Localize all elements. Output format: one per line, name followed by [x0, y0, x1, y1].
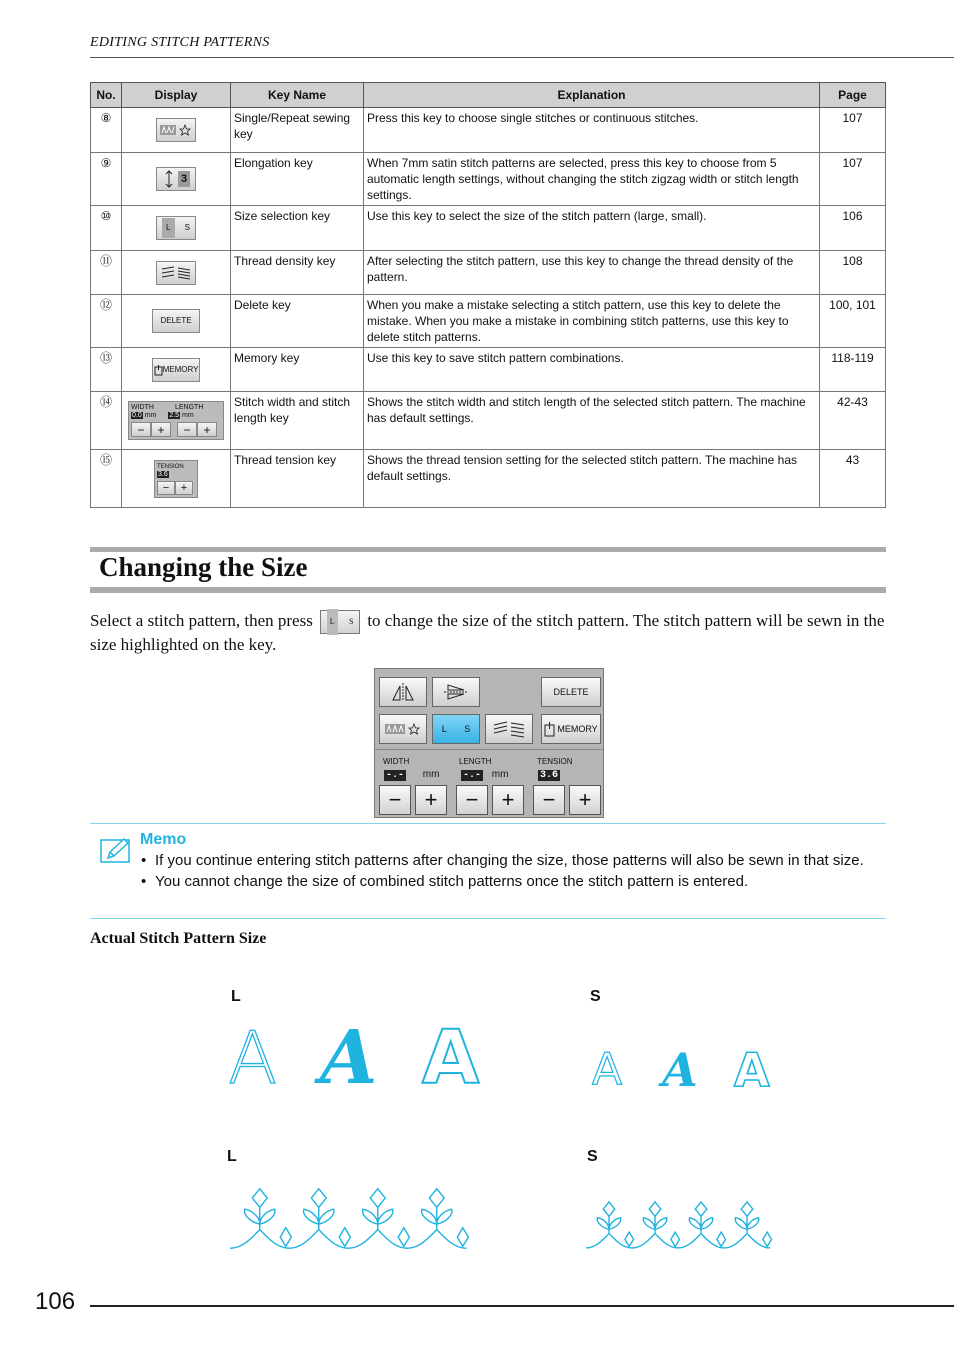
row-number: ⑨ — [91, 153, 122, 206]
key-name: Thread tension key — [231, 450, 364, 508]
memo-rule-top — [90, 823, 886, 824]
section-title: Changing the Size — [99, 552, 308, 582]
border-motif — [407, 1189, 468, 1249]
memory-key-icon — [152, 358, 200, 382]
row-number: ⑬ — [91, 348, 122, 392]
thread-density-icon — [491, 719, 527, 739]
border-motif — [586, 1202, 634, 1248]
explanation: After selecting the stitch pattern, use this key to change the thread density of the pattern. — [364, 251, 820, 295]
size-l-label: L — [162, 218, 174, 238]
single-repeat-button[interactable] — [379, 714, 427, 744]
thread-density-key-icon — [156, 261, 196, 285]
border-motif — [348, 1189, 409, 1249]
size-selection-key-inline — [320, 610, 360, 634]
tension-minus-button[interactable]: − — [533, 785, 565, 815]
body-paragraph — [90, 610, 886, 656]
minus-icon: − — [177, 422, 197, 437]
letter-a-plain-large: A — [228, 1016, 278, 1100]
width-label: WIDTH — [383, 757, 410, 766]
letter-a-script-small: A — [662, 1043, 698, 1097]
page-ref: 118-119 — [820, 348, 886, 392]
memo-title: Memo — [140, 831, 187, 848]
mirror-vertical-button[interactable] — [379, 677, 427, 707]
size-s-label: S — [348, 617, 354, 627]
elongation-value: 3 — [178, 171, 190, 187]
tension-readout — [538, 769, 560, 781]
table-row — [91, 295, 886, 348]
table-header-row — [91, 83, 886, 108]
body-text-before: Select a stitch pattern, then press — [90, 611, 313, 630]
key-name: Delete key — [231, 295, 364, 348]
memo-pencil-icon — [100, 836, 132, 864]
key-name: Stitch width and stitch length key — [231, 392, 364, 450]
tension-key-icon — [154, 460, 198, 498]
letter-a-plain-small: A — [592, 1044, 623, 1095]
actual-size-heading: Actual Stitch Pattern Size — [90, 930, 267, 947]
minus-icon: − — [131, 422, 151, 437]
key-name: Memory key — [231, 348, 364, 392]
delete-button[interactable]: DELETE — [541, 677, 601, 707]
page-ref: 43 — [820, 450, 886, 508]
plus-icon: + — [151, 422, 171, 437]
table-row — [91, 392, 886, 450]
length-minus-button[interactable]: − — [456, 785, 488, 815]
plus-icon: + — [197, 422, 217, 437]
tension-value: 3.6 — [540, 770, 559, 781]
length-unit: mm — [491, 769, 509, 780]
memory-icon — [544, 721, 555, 737]
width-minus-button[interactable]: − — [379, 785, 411, 815]
explanation: Shows the stitch width and stitch length of the selected stitch pattern. The machine has default settings. — [364, 392, 820, 450]
page-ref: 107 — [820, 153, 886, 206]
row-number: ⑪ — [91, 251, 122, 295]
border-motif — [289, 1189, 350, 1249]
mirror-horizontal-button[interactable] — [432, 677, 480, 707]
width-unit: mm — [422, 769, 440, 780]
row-number: ⑭ — [91, 392, 122, 450]
col-key-name: Key Name — [231, 83, 364, 108]
plus-icon: + — [175, 481, 193, 495]
single-repeat-icon — [383, 721, 423, 737]
border-motif — [678, 1202, 726, 1248]
key-table — [90, 82, 886, 508]
panel-divider — [375, 749, 603, 750]
border-motif — [230, 1189, 291, 1249]
body-text-after: to change the size of the stitch pattern. The stitch pattern will be sewn in the size highlighted on the key. — [90, 611, 885, 655]
border-motif — [632, 1202, 680, 1248]
table-row — [91, 153, 886, 206]
width-label: WIDTH — [131, 404, 154, 411]
memory-button[interactable] — [541, 714, 601, 744]
size-l-label: L — [441, 724, 447, 734]
page-ref: 100, 101 — [820, 295, 886, 348]
col-page: Page — [820, 83, 886, 108]
row-number: ⑫ — [91, 295, 122, 348]
elongation-key-icon — [156, 167, 196, 191]
width-length-key-icon — [128, 401, 224, 440]
page-ref: 42-43 — [820, 392, 886, 450]
explanation: Use this key to select the size of the stitch pattern (large, small). — [364, 206, 820, 251]
letter-a-outline-large: A — [422, 1015, 480, 1101]
width-plus-button[interactable]: + — [415, 785, 447, 815]
border-motif — [724, 1202, 772, 1248]
table-row — [91, 108, 886, 153]
page-ref: 108 — [820, 251, 886, 295]
col-no: No. — [91, 83, 122, 108]
stitch-border-large — [230, 1185, 480, 1260]
col-explanation: Explanation — [364, 83, 820, 108]
size-selection-button[interactable] — [432, 714, 480, 744]
memo-list — [140, 852, 884, 894]
key-name: Single/Repeat sewing key — [231, 108, 364, 153]
header-rule — [90, 57, 954, 58]
tension-plus-button[interactable]: + — [569, 785, 601, 815]
running-head: EDITING STITCH PATTERNS — [90, 35, 270, 50]
row-number: ⑧ — [91, 108, 122, 153]
label-small-letters: S — [590, 988, 601, 1005]
key-name: Elongation key — [231, 153, 364, 206]
size-s-label: S — [464, 724, 471, 734]
explanation: Press this key to choose single stitches or continuous stitches. — [364, 108, 820, 153]
explanation: When you make a mistake selecting a stitch pattern, use this key to delete the mistake. When you make a mistake in combining stitch patterns, use this key to delete stitch patterns. — [364, 295, 820, 348]
table-row — [91, 450, 886, 508]
mirror-vertical-icon — [389, 682, 417, 702]
length-plus-button[interactable]: + — [492, 785, 524, 815]
label-large-letters: L — [231, 988, 241, 1005]
table-row — [91, 348, 886, 392]
explanation: Shows the thread tension setting for the selected stitch pattern. The machine has default settings. — [364, 450, 820, 508]
size-l-label: L — [327, 609, 338, 635]
page-ref: 106 — [820, 206, 886, 251]
table-row — [91, 251, 886, 295]
stitch-border-small — [586, 1199, 781, 1259]
width-value: 0.0 — [132, 412, 142, 419]
letter-a-outline-small: A — [734, 1043, 770, 1097]
minus-icon: − — [157, 481, 175, 495]
length-label: LENGTH — [175, 404, 204, 411]
tension-label: TENSION — [157, 463, 184, 470]
letter-a-script-large: A — [320, 1015, 378, 1101]
size-selection-key-icon — [156, 216, 196, 240]
tension-value: 3.6 — [158, 470, 168, 478]
label-large-border: L — [227, 1148, 237, 1165]
page-number: 106 — [35, 1288, 76, 1315]
section-rule-bottom — [90, 587, 886, 593]
delete-key-icon: DELETE — [152, 309, 200, 333]
mirror-horizontal-icon — [442, 682, 470, 702]
width-unit: mm — [144, 412, 157, 419]
length-label: LENGTH — [459, 757, 492, 766]
key-name: Thread density key — [231, 251, 364, 295]
length-value: 2.5 — [169, 412, 180, 419]
memo-rule-bottom — [90, 918, 886, 919]
tension-label: TENSION — [537, 757, 573, 766]
page-ref: 107 — [820, 108, 886, 153]
label-small-border: S — [587, 1148, 598, 1165]
length-value: -.- — [463, 770, 482, 781]
table-row — [91, 206, 886, 251]
explanation: When 7mm satin stitch patterns are selected, press this key to choose from 5 automatic length settings, without changing the stitch zigzag width or stitch length settings. — [364, 153, 820, 206]
row-number: ⑮ — [91, 450, 122, 508]
width-readout — [384, 769, 439, 781]
width-value: -.- — [386, 770, 405, 781]
length-unit: mm — [182, 412, 194, 419]
footer-rule — [90, 1305, 954, 1307]
memory-label: MEMORY — [162, 364, 199, 374]
thread-density-button[interactable] — [485, 714, 533, 744]
size-s-label: S — [184, 223, 190, 232]
explanation: Use this key to save stitch pattern combinations. — [364, 348, 820, 392]
col-display: Display — [122, 83, 231, 108]
row-number: ⑩ — [91, 206, 122, 251]
memory-label: MEMORY — [557, 724, 598, 734]
machine-panel-screenshot — [374, 668, 604, 818]
memo-item: • You cannot change the size of combined stitch patterns once the stitch pattern is entered. — [140, 873, 884, 890]
length-readout — [461, 769, 508, 781]
memo-item: • If you continue entering stitch patterns after changing the size, those patterns will also be sewn in that size. — [140, 852, 884, 869]
single-repeat-key-icon — [156, 118, 196, 142]
key-name: Size selection key — [231, 206, 364, 251]
